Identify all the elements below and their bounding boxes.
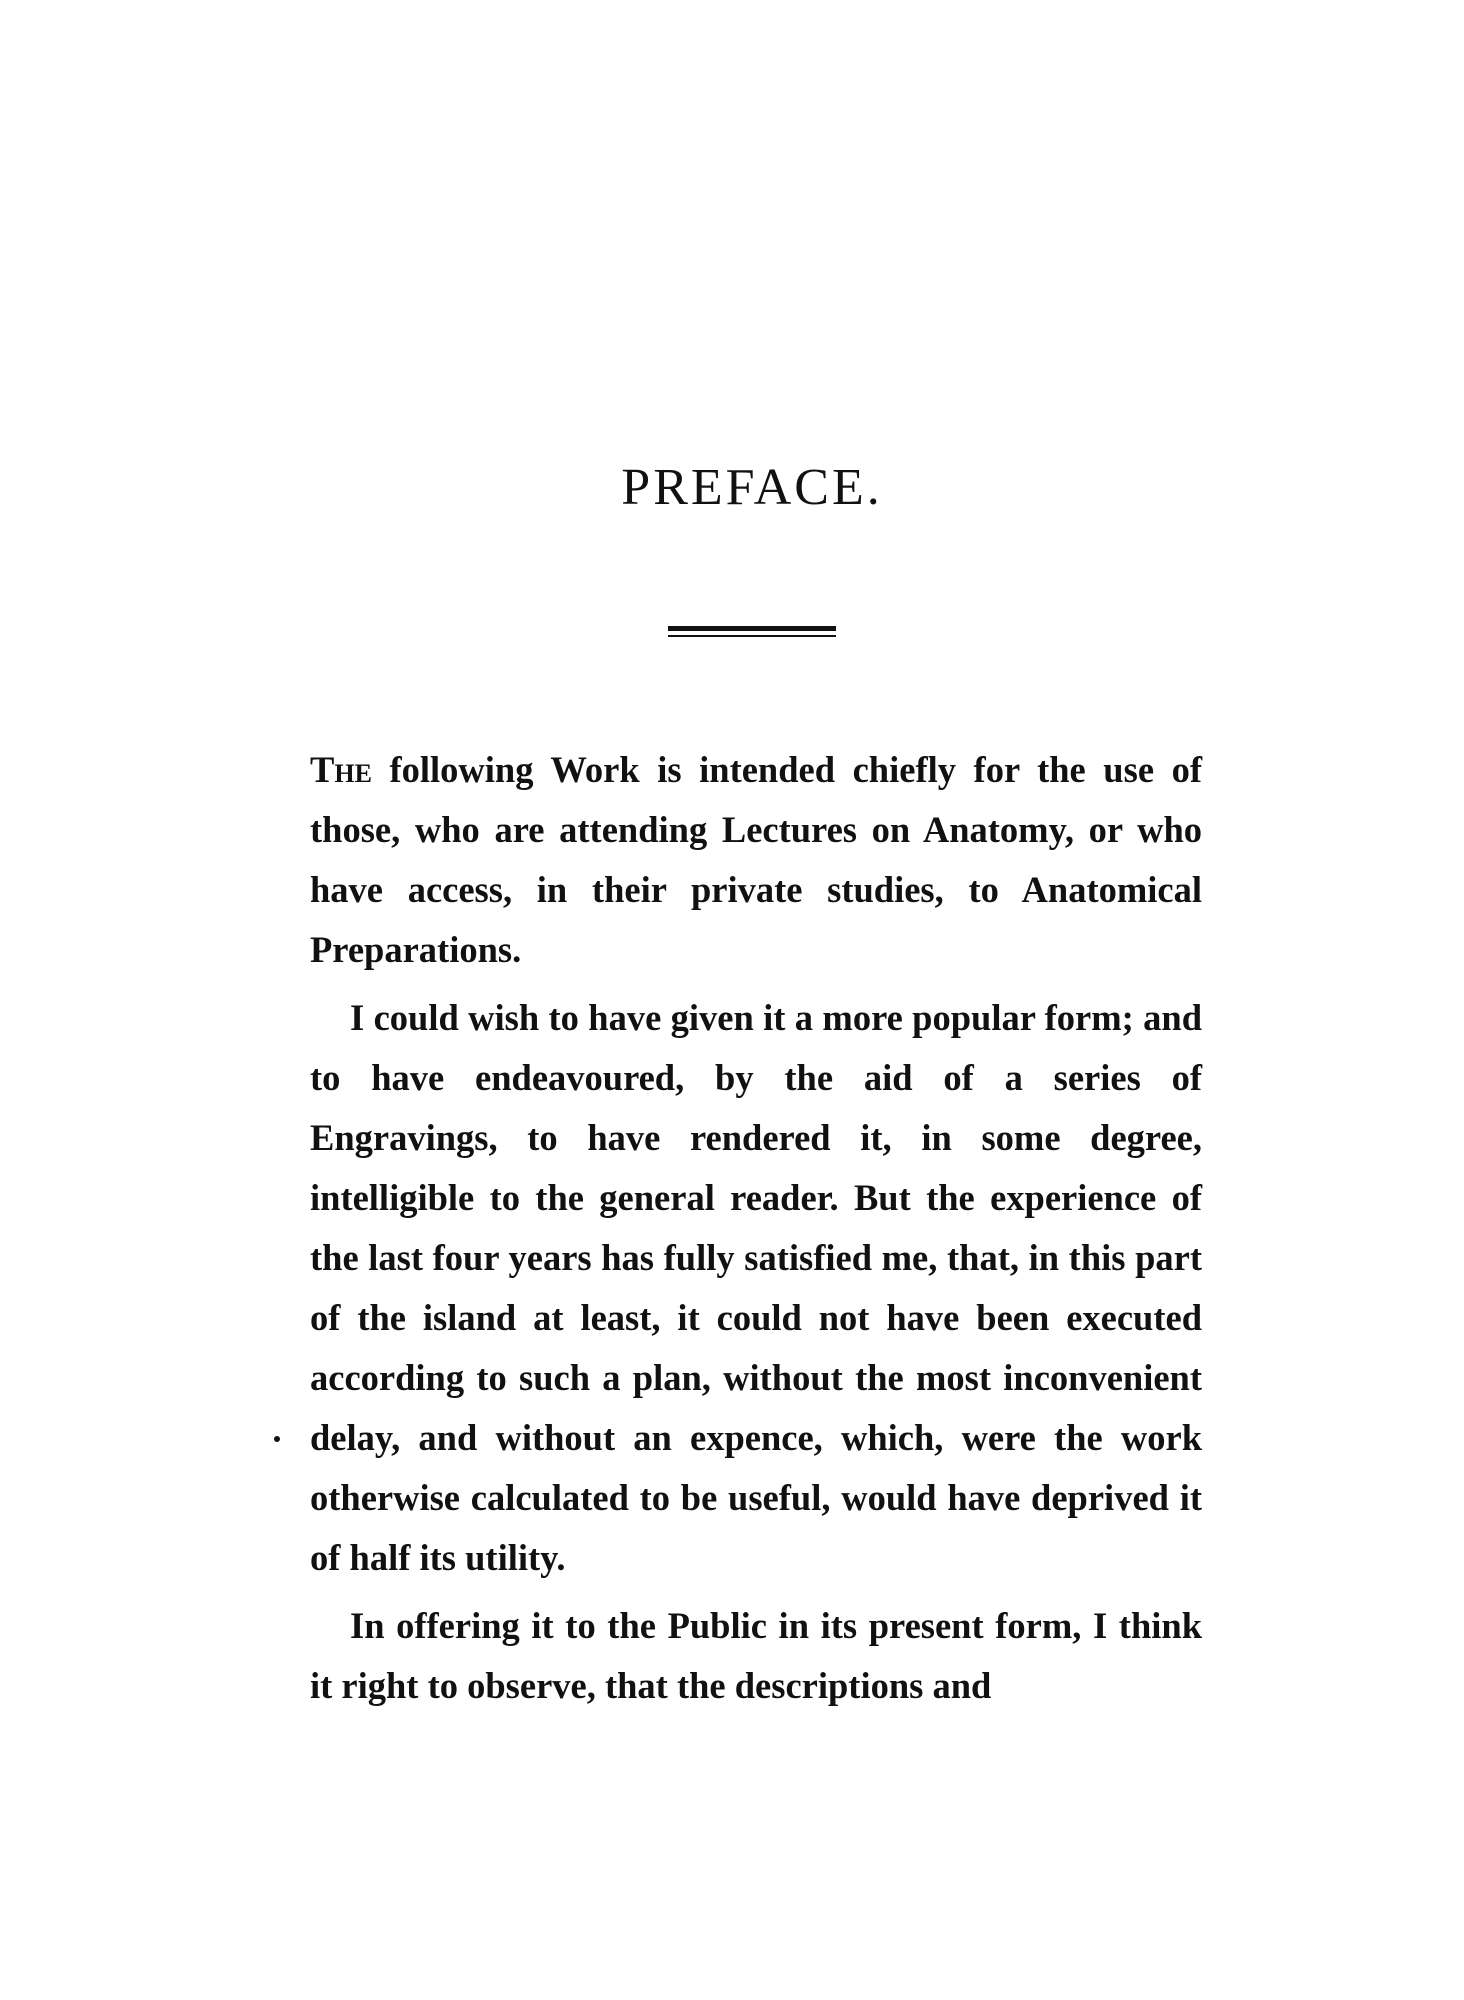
title-double-rule: [668, 626, 836, 638]
paragraph-1-text: following Work is intended chiefly for the use of those, who are attending Lectures on Anatomy, or who have access, in their private studies, to Anatomical Preparations.: [310, 749, 1202, 970]
paragraph-1: [310, 740, 1202, 980]
rule-thin-line: [668, 635, 836, 637]
page-title: PREFACE.: [621, 459, 883, 516]
preface-body: [310, 740, 1202, 1716]
margin-dot-mark: [274, 1436, 280, 1442]
paragraph-3: In offering it to the Public in its present form, I think it right to observe, that the descriptions and: [310, 1605, 1202, 1706]
rule-thick-line: [668, 626, 836, 631]
paragraph-1-lead: The: [310, 749, 372, 790]
paragraph-2: I could wish to have given it a more popular form; and to have endeavoured, by the aid of a series of Engravings, to have rendered it, in some degree, intelligible to the general reader. But the experience of the last four years has fully satisfied me, that, in this part of the island at least, it could not have been executed according to such a plan, without the most inconvenient delay, and without an expence, which, were the work otherwise calculated to be useful, would have deprived it of half its utility.: [310, 997, 1202, 1578]
